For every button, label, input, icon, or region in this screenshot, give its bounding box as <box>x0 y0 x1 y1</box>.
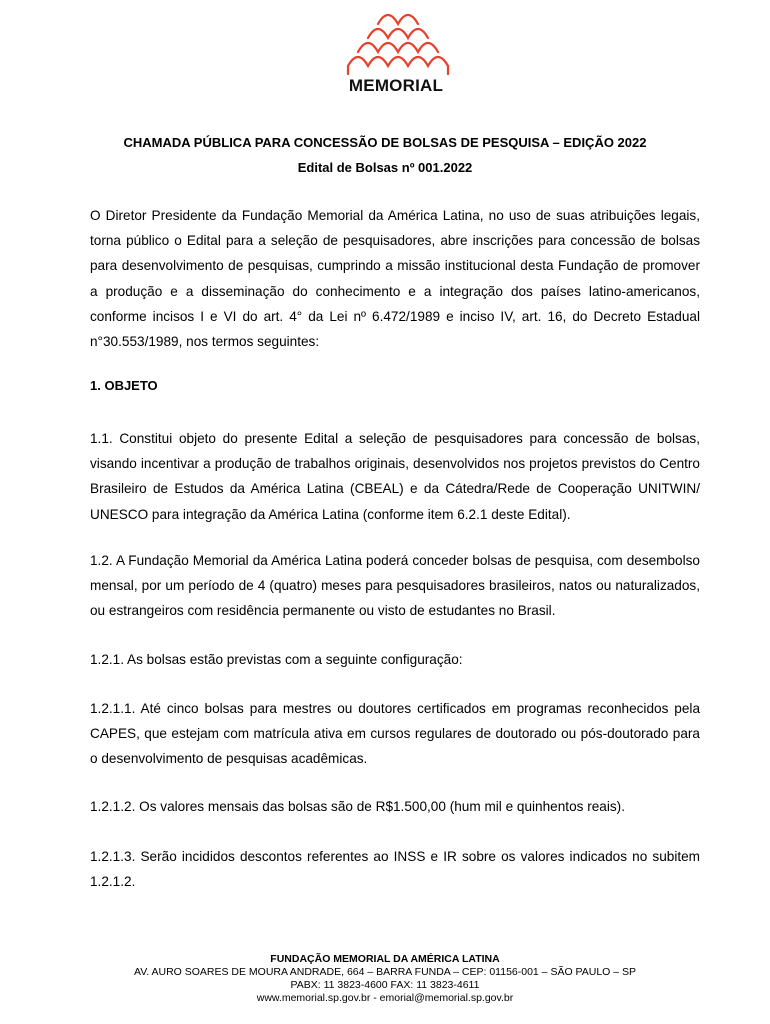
paragraph-1-2-1-3: 1.2.1.3. Serão incididos descontos referentes ao INSS e IR sobre os valores indicados no subitem 1.2.1.2. <box>90 849 700 890</box>
paragraph-1-2-1: 1.2.1. As bolsas estão previstas com a seguinte configuração: <box>90 652 463 667</box>
paragraph-1-2: 1.2. A Fundação Memorial da América Latina poderá conceder bolsas de pesquisa, com desembolso mensal, por um período de 4 (quatro) meses para pesquisadores brasileiros, natos ou naturalizados, ou estrangeiros com residência permanente ou visto de estudantes no Brasil. <box>90 553 700 619</box>
document-subtitle: Edital de Bolsas nº 001.2022 <box>297 160 473 175</box>
paragraph-1-2-1-2: 1.2.1.2. Os valores mensais das bolsas são de R$1.500,00 (hum mil e quinhentos reais). <box>90 799 625 814</box>
footer-web: www.memorial.sp.gov.br - emorial@memorial.sp.gov.br <box>256 992 514 1004</box>
document-title: CHAMADA PÚBLICA PARA CONCESSÃO DE BOLSAS DE PESQUISA – EDIÇÃO 2022 <box>123 135 647 150</box>
paragraph-1-2-1-1: 1.2.1.1. Até cinco bolsas para mestres ou doutores certificados em programas reconhecidos pela CAPES, que estejam com matrícula ativa em cursos regulares de doutorado ou pós-doutorado para o desenvolvimento de pesquisas acadêmicas. <box>90 701 700 767</box>
logo-text: MEMORIAL <box>348 76 444 95</box>
paragraph-1-1: 1.1. Constitui objeto do presente Edital a seleção de pesquisadores para concessão de bolsas, visando incentivar a produção de trabalhos originais, desenvolvidos nos projetos previstos do Centro Brasileiro de Estudos da América Latina (CBEAL) e da Cátedra/Rede de Cooperação UNITWIN/ UNESCO para integração da América Latina (conforme item 6.2.1 deste Edital). <box>90 431 700 522</box>
intro-paragraph: O Diretor Presidente da Fundação Memorial da América Latina, no uso de suas atribuições legais, torna público o Edital para a seleção de pesquisadores, abre inscrições para concessão de bolsas para desenvolvimento de pesquisas, cumprindo a missão institucional desta Fundação de promover a produção e a disseminação do conhecimento e a integração dos países latino-americanos, conforme incisos I e VI do art. 4° da Lei nº 6.472/1989 e inciso IV, art. 16, do Decreto Estadual n°30.553/1989, nos termos seguintes: <box>90 208 700 350</box>
footer-address: AV. AURO SOARES DE MOURA ANDRADE, 664 – BARRA FUNDA – CEP: 01156-001 – SÃO PAULO – SP <box>133 966 637 978</box>
memorial-logo <box>340 4 452 98</box>
footer-phone: PABX: 11 3823-4600 FAX: 11 3823-4611 <box>290 979 480 991</box>
section-heading-objeto: 1. OBJETO <box>90 378 158 393</box>
footer-org: FUNDAÇÃO MEMORIAL DA AMÉRICA LATINA <box>270 953 500 965</box>
memorial-logo-icon <box>340 4 452 76</box>
